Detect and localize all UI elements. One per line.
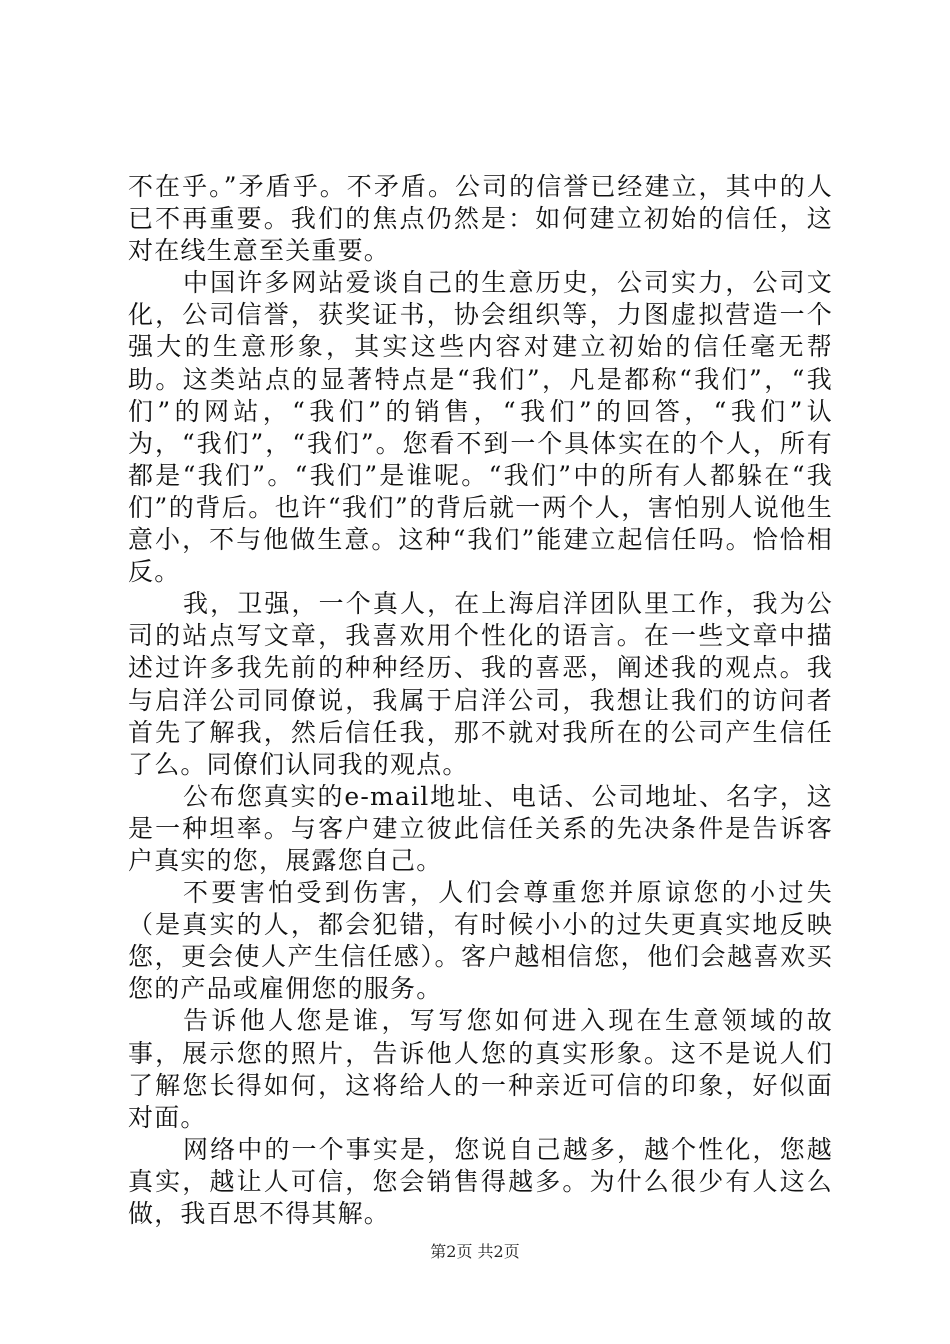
- paragraph: 我，卫强，一个真人，在上海启洋团队里工作，我为公司的站点写文章，我喜欢用个性化的语言。在一些文章中描述过许多我先前的种种经历、我的喜恶，阐述我的观点。我与启洋公司同僚说，我属于启洋公司，我想让我们的访问者首先了解我，然后信任我，那不就对我所在的公司产生信任了么。同僚们认同我的观点。: [128, 589, 833, 779]
- paragraph: 网络中的一个事实是，您说自己越多，越个性化，您越真实，越让人可信，您会销售得越多。为什么很少有人这么做，我百思不得其解。: [128, 1134, 833, 1228]
- paragraph: 中国许多网站爱谈自己的生意历史，公司实力，公司文化，公司信誉，获奖证书，协会组织等，力图虚拟营造一个强大的生意形象，其实这些内容对建立初始的信任毫无帮助。这类站点的显著特点是“我们”，凡是都称“我们”，“我们”的网站，“我们”的销售，“我们”的回答，“我们”认为，“我们”，“我们”。您看不到一个具体实在的个人，所有都是“我们”。“我们”是谁呢。“我们”中的所有人都躲在“我们”的背后。也许“我们”的背后就一两个人，害怕别人说他生意小，不与他做生意。这种“我们”能建立起信任吗。恰恰相反。: [128, 268, 833, 587]
- document-body: [128, 171, 833, 1230]
- paragraph: 公布您真实的e-mail地址、电话、公司地址、名字，这是一种坦率。与客户建立彼此信任关系的先决条件是告诉客户真实的您，展露您自己。: [128, 781, 833, 875]
- paragraph-continued: 不在乎。”矛盾乎。不矛盾。公司的信誉已经建立，其中的人已不再重要。我们的焦点仍然是：如何建立初始的信任，这对在线生意至关重要。: [128, 172, 833, 266]
- paragraph: 告诉他人您是谁，写写您如何进入现在生意领域的故事，展示您的照片，告诉他人您的真实形象。这不是说人们了解您长得如何，这将给人的一种亲近可信的印象，好似面对面。: [128, 1006, 833, 1132]
- page-number-footer: 第2页 共2页: [430, 1242, 520, 1261]
- paragraph: 不要害怕受到伤害，人们会尊重您并原谅您的小过失（是真实的人，都会犯错，有时候小小的过失更真实地反映您，更会使人产生信任感）。客户越相信您，他们会越喜欢买您的产品或雇佣您的服务。: [128, 878, 833, 1004]
